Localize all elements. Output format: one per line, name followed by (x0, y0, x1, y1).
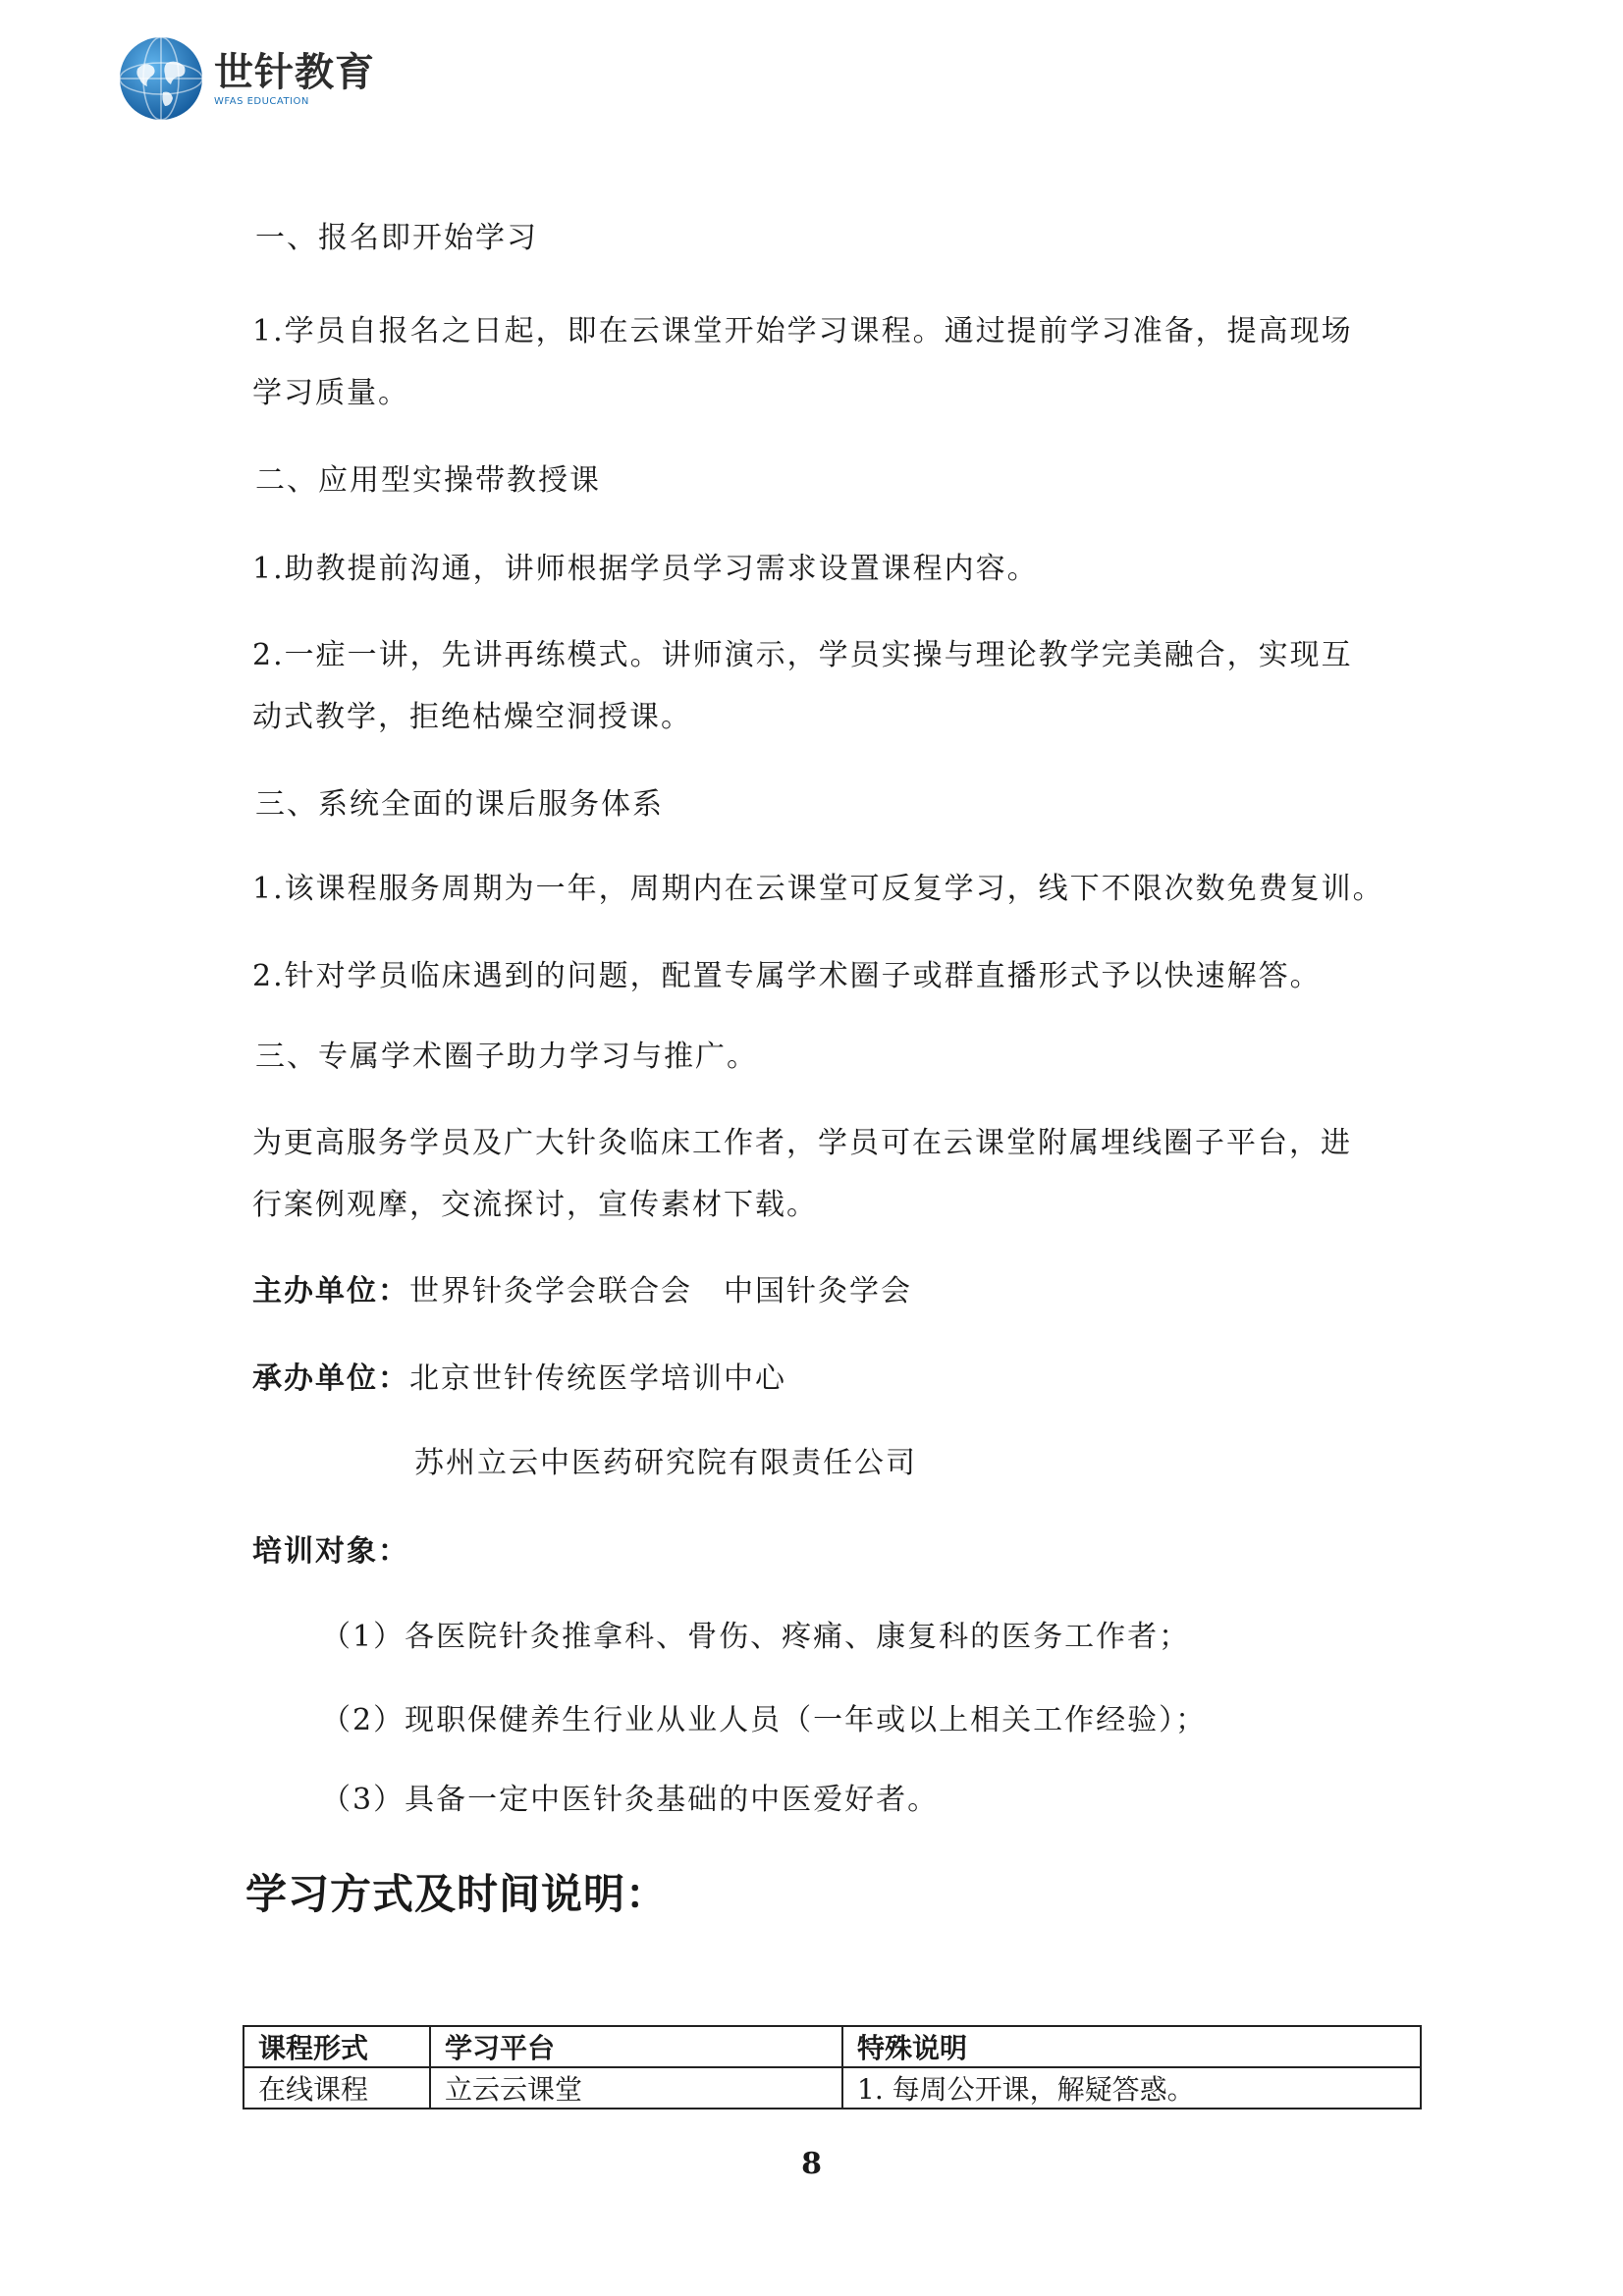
logo-name: 世针教育 (214, 49, 375, 95)
page-number: 8 (801, 2147, 822, 2181)
globe-logo-icon (118, 35, 204, 122)
host-line (252, 1272, 912, 1311)
table-header-row (243, 2026, 1421, 2067)
section-3-title: 三、系统全面的课后服务体系 (255, 787, 664, 822)
section-1-paragraph-line-1: 1.学员自报名之日起，即在云课堂开始学习课程。通过提前学习准备，提高现场 (252, 314, 1353, 348)
trainee-item-2: （2）现职保健养生行业从业人员（一年或以上相关工作经验）； (321, 1703, 1208, 1737)
trainees-label: 培训对象： (252, 1534, 409, 1569)
section-4-paragraph-line-1: 为更高服务学员及广大针灸临床工作者，学员可在云课堂附属埋线圈子平台，进 (252, 1126, 1352, 1160)
section-1-title: 一、报名即开始学习 (255, 221, 538, 255)
host-label: 主办单位： (252, 1274, 409, 1308)
section-2-paragraph-1: 1.助教提前沟通，讲师根据学员学习需求设置课程内容。 (252, 552, 1039, 586)
header-logo (118, 35, 375, 122)
section-3-paragraph-1: 1.该课程服务周期为一年，周期内在云课堂可反复学习，线下不限次数免费复训。 (252, 872, 1384, 906)
section-2-paragraph-2-line-2: 动式教学，拒绝枯燥空洞授课。 (252, 700, 692, 734)
table-row (243, 2067, 1421, 2109)
organizer-label: 承办单位： (252, 1362, 409, 1396)
section-4-paragraph-line-2: 行案例观摩，交流探讨，宣传素材下载。 (252, 1188, 818, 1222)
column-header-format: 课程形式 (243, 2026, 430, 2067)
cell-platform: 立云云课堂 (430, 2067, 842, 2109)
section-2-paragraph-2-line-1: 2.一症一讲，先讲再练模式。讲师演示，学员实操与理论教学完美融合，实现互 (252, 638, 1353, 672)
column-header-platform: 学习平台 (430, 2026, 842, 2067)
section-2-title: 二、应用型实操带教授课 (255, 463, 601, 498)
trainee-item-3: （3）具备一定中医针灸基础的中医爱好者。 (321, 1783, 940, 1817)
section-3-paragraph-2: 2.针对学员临床遇到的问题，配置专属学术圈子或群直播形式予以快速解答。 (252, 959, 1322, 993)
section-1-paragraph-line-2: 学习质量。 (252, 376, 409, 410)
host-value: 世界针灸学会联合会 中国针灸学会 (409, 1274, 912, 1308)
trainee-item-1: （1）各医院针灸推拿科、骨伤、疼痛、康复科的医务工作者； (321, 1620, 1191, 1654)
organizer-value-1: 北京世针传统医学培训中心 (409, 1362, 786, 1396)
column-header-notes: 特殊说明 (842, 2026, 1421, 2067)
section-4-title: 三、专属学术圈子助力学习与推广。 (255, 1040, 758, 1074)
organizer-line (252, 1360, 786, 1399)
logo-subtitle: WFAS EDUCATION (214, 95, 309, 107)
organizer-value-2: 苏州立云中医药研究院有限责任公司 (414, 1446, 917, 1480)
cell-notes: 1. 每周公开课，解疑答惑。 (842, 2067, 1421, 2109)
schedule-table (243, 2025, 1422, 2109)
schedule-heading: 学习方式及时间说明： (245, 1870, 669, 1918)
cell-format: 在线课程 (243, 2067, 430, 2109)
